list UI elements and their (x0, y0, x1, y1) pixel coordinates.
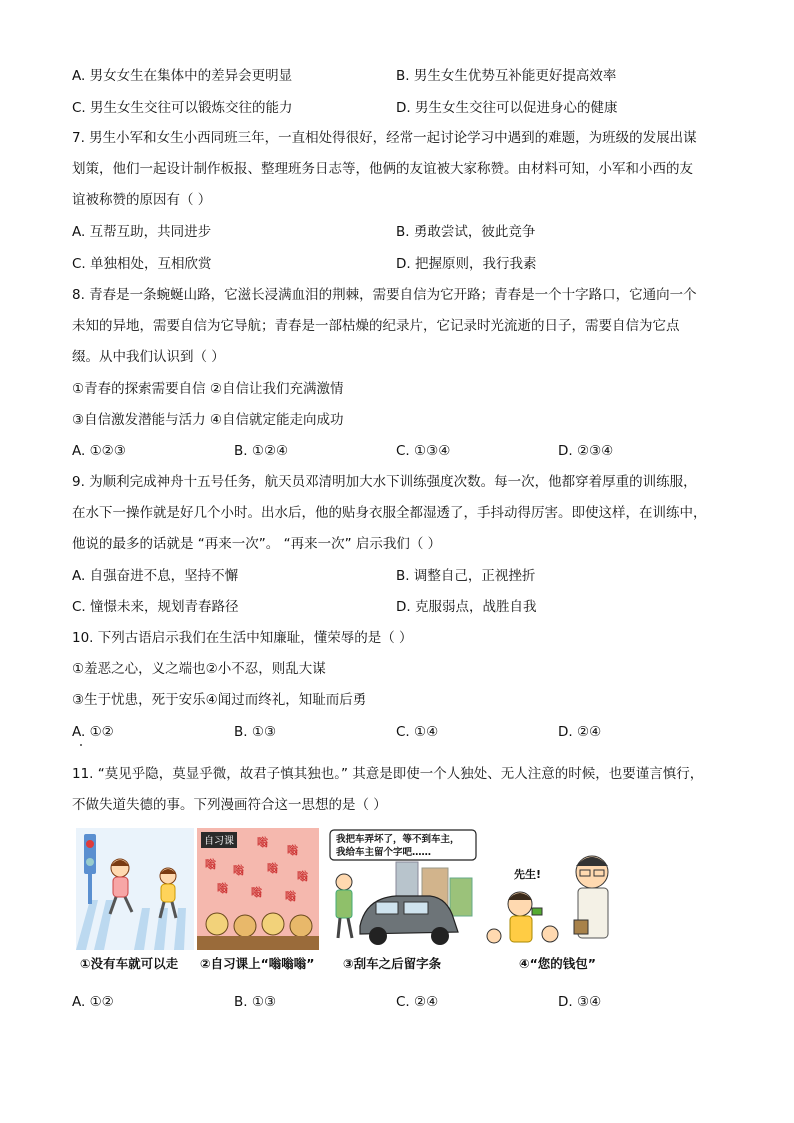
stray-dot (80, 744, 82, 746)
comic-2-drawing (197, 828, 319, 950)
comic-3-drawing (326, 828, 478, 950)
q8-stem-line3: 缀。从中我们认识到（ ） (72, 349, 225, 365)
q9-stem-line1: 9. 为顺利完成神舟十五号任务，航天员邓清明加大水下训练强度次数。每一次，他都穿着厚重的训练服， (72, 474, 697, 490)
comic-4-drawing (484, 828, 624, 950)
comic-1-drawing (76, 828, 194, 950)
comic-1-image (76, 828, 194, 950)
q11-option-d: D. ③④ (558, 994, 602, 1010)
q9-stem-line2: 在水下一操作就是好几个小时。出水后，他的贴身衣服全都湿透了，手抖动得厉害。即使这样，在训练中， (72, 505, 707, 521)
comic-2-caption: ②自习课上“嗡嗡嗡” (200, 956, 315, 971)
q11-option-b: B. ①③ (234, 994, 277, 1010)
q7-option-c: C. 单独相处，互相欣赏 (72, 256, 212, 272)
comic-4-image (484, 828, 624, 950)
q10-option-d: D. ②④ (558, 724, 602, 740)
q10-option-c: C. ①④ (396, 724, 439, 740)
buzz-text: 嗡 (205, 858, 216, 871)
buzz-text: 嗡 (251, 886, 262, 899)
q8-option-a: A. ①②③ (72, 443, 126, 459)
q10-stem: 10. 下列古语启示我们在生活中知廉耻，懂荣辱的是（ ） (72, 630, 413, 646)
q8-option-d: D. ②③④ (558, 443, 614, 459)
q10-statement-row2: ③生于忧患，死于安乐④闻过而终礼，知耻而后勇 (72, 692, 367, 708)
buzz-text: 嗡 (233, 864, 244, 877)
comic-2-sign: 自习课 (204, 836, 234, 847)
q10-option-a: A. ①② (72, 724, 114, 740)
q7-option-a: A. 互帮互助，共同进步 (72, 224, 212, 240)
comic-2-image (197, 828, 319, 950)
q9-stem-line3: 他说的最多的话就是 “再来一次”。 “再来一次” 启示我们（ ） (72, 536, 442, 552)
q7-option-d: D. 把握原则，我行我素 (396, 256, 537, 272)
q10-statement-row1: ①羞恶之心，义之端也②小不忍，则乱大谋 (72, 661, 326, 677)
q11-option-a: A. ①② (72, 994, 114, 1010)
q8-stem-line2: 未知的异地，需要自信为它导航；青春是一部枯燥的纪录片，它记录时光流逝的日子，需要自信为它点 (72, 318, 680, 334)
q7-stem-line3: 谊被称赞的原因有（ ） (72, 192, 212, 208)
q9-option-c: C. 憧憬未来，规划青春路径 (72, 599, 239, 615)
buzz-text: 嗡 (257, 836, 268, 849)
comic-3-bubble-line1: 我把车弄坏了，等不到车主， (336, 834, 460, 845)
buzz-text: 嗡 (287, 844, 298, 857)
comic-4-bubble: 先生! (514, 868, 542, 881)
buzz-text: 嗡 (297, 870, 308, 883)
buzz-text: 嗡 (285, 890, 296, 903)
q8-stem-line1: 8. 青春是一条蜿蜒山路，它滋长浸满血泪的荆棘，需要自信为它开路；青春是一个十字路口，它通向一个 (72, 287, 697, 303)
q9-option-a: A. 自强奋进不息，坚持不懈 (72, 568, 239, 584)
q10-option-b: B. ①③ (234, 724, 277, 740)
q7-stem-line2: 划策，他们一起设计制作板报、整理班务日志等，他俩的友谊被大家称赞。由材料可知，小军和小西的友 (72, 161, 693, 177)
q6-option-c: C. 男生女生交往可以锻炼交往的能力 (72, 100, 293, 116)
q8-statement-row1: ①青春的探索需要自信 ②自信让我们充满激情 (72, 381, 344, 397)
q9-option-d: D. 克服弱点，战胜自我 (396, 599, 537, 615)
comic-3-bubble-line2: 我给车主留个字吧…… (336, 847, 432, 858)
comic-3-image (326, 828, 478, 950)
q7-stem-line1: 7. 男生小军和女生小西同班三年，一直相处得很好，经常一起讨论学习中遇到的难题，为班级的发展出谋 (72, 130, 697, 146)
q6-option-b: B. 男生女生优势互补能更好提高效率 (396, 68, 617, 84)
comic-4-caption: ④“您的钱包” (519, 956, 597, 971)
q6-option-a: A. 男女女生在集体中的差异会更明显 (72, 68, 293, 84)
q6-option-d: D. 男生女生交往可以促进身心的健康 (396, 100, 618, 116)
q9-option-b: B. 调整自己，正视挫折 (396, 568, 536, 584)
q8-option-b: B. ①②④ (234, 443, 289, 459)
q11-stem-line2: 不做失道失德的事。下列漫画符合这一思想的是（ ） (72, 797, 387, 813)
q11-stem-line1: 11. “莫见乎隐，莫显乎微，故君子慎其独也。” 其意是即使一个人独处、无人注意的时候，也要谨言慎行， (72, 766, 704, 782)
q11-option-c: C. ②④ (396, 994, 439, 1010)
buzz-text: 嗡 (217, 882, 228, 895)
q8-statement-row2: ③自信激发潜能与活力 ④自信就定能走向成功 (72, 412, 344, 428)
q7-option-b: B. 勇敢尝试，彼此竞争 (396, 224, 536, 240)
buzz-text: 嗡 (267, 862, 278, 875)
q8-option-c: C. ①③④ (396, 443, 451, 459)
comic-3-caption: ③刮车之后留字条 (343, 956, 442, 971)
comic-1-caption: ①没有车就可以走 (80, 956, 179, 971)
